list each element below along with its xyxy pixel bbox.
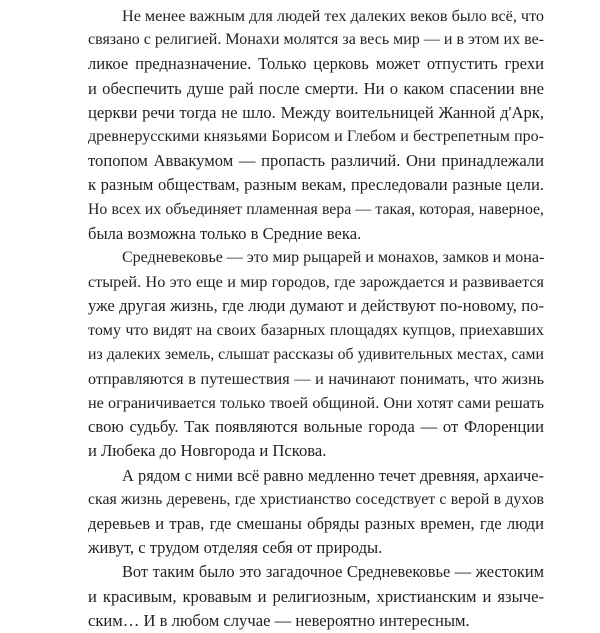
text-line: отправляются в путешествия — и начинают понимать, что жизнь: [88, 369, 544, 388]
text-line: тому что видят на своих базарных площадях купцов, приехавших: [88, 321, 544, 340]
text-line: ликое предназначение. Только церковь может отпустить грехи: [88, 54, 544, 74]
text-line: ская жизнь деревень, где христианство соседствует с верой в духов: [88, 490, 544, 508]
text-line: Но всех их объединяет пламенная вера — такая, которая, наверное,: [88, 200, 544, 218]
text-line: уже другая жизнь, где люди думают и действуют по-новому, по-: [88, 296, 544, 316]
text-line: живут, с трудом отделяя себя от природы.: [88, 538, 383, 558]
text-line: ским… И в любом случае — невероятно интересным.: [88, 610, 470, 630]
text-line: Не менее важным для людей тех далеких веков было всё, что: [122, 7, 545, 25]
text-line: А рядом с ними всё равно медленно течет древняя, архаиче-: [122, 465, 544, 485]
text-line: и красивым, кровавым и религиозным, христианским и языче-: [88, 586, 544, 606]
text-line: Средневековье — это мир рыцарей и монахов, замков и мона-: [122, 248, 545, 266]
text-line: церкви речи тогда не шло. Между воительницей Жанной д'Арк,: [88, 102, 544, 122]
text-line: и обеспечить душе рай после смерти. Ни о каком спасении вне: [88, 78, 544, 98]
text-line: из далеких земель, слышат рассказы об удивительных местах, сами: [88, 345, 544, 363]
text-line: топопом Аввакумом — пропасть различий. Они принадлежали: [88, 151, 544, 171]
text-body: [88, 4, 544, 633]
text-line: к разным обществам, разным векам, преследовали разные цели.: [88, 175, 544, 195]
text-line: древнерусскими князьями Борисом и Глебом и бестрепетным про-: [88, 127, 544, 145]
text-line: свою судьбу. Так появляются вольные города — от Флоренции: [88, 417, 544, 437]
text-line: и Любека до Новгорода и Пскова.: [88, 441, 327, 461]
text-line: стырей. Но это еще и мир городов, где зарождается и развивается: [88, 273, 544, 292]
text-line: деревьев и трав, где смешаны обряды разных времен, где люди: [88, 513, 544, 533]
text-line: не ограничивается только твоей общиной. Они хотят сами решать: [88, 394, 544, 412]
text-line: связано с религией. Монахи молятся за весь мир — и в этом их ве-: [88, 31, 544, 49]
text-line: была возможна только в Средние века.: [88, 223, 362, 243]
text-line: Вот таким было это загадочное Средневековье — жестоким: [122, 562, 544, 582]
